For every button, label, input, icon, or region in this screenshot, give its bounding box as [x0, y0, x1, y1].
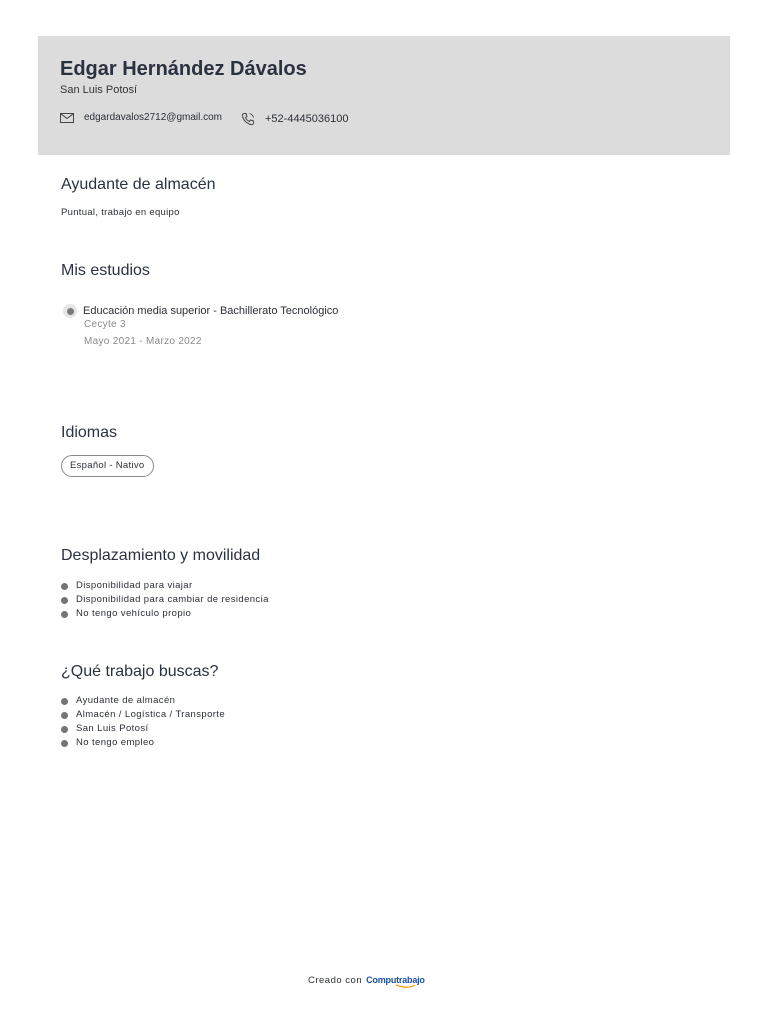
profile-summary: Puntual, trabajo en equipo [61, 207, 180, 218]
timeline-dot-icon [63, 304, 77, 318]
list-item: No tengo empleo [61, 736, 225, 750]
footer-created-with: Creado con [308, 975, 363, 986]
list-item: Ayudante de almacén [61, 694, 225, 708]
envelope-icon [60, 113, 74, 123]
education-school: Cecyte 3 [84, 319, 126, 330]
list-item: Disponibilidad para cambiar de residencia [61, 593, 269, 607]
header-panel [38, 36, 730, 155]
phone-contact[interactable] [241, 112, 349, 126]
email-text: edgardavalos2712@gmail.com [84, 112, 223, 123]
mobility-heading: Desplazamiento y movilidad [61, 547, 261, 564]
phone-text: +52-4445036100 [265, 113, 349, 125]
list-item: San Luis Potosí [61, 722, 225, 736]
phone-icon [241, 112, 255, 126]
list-item: No tengo vehículo propio [61, 607, 269, 621]
list-item: Disponibilidad para viajar [61, 579, 269, 593]
footer [308, 975, 425, 986]
mobility-list [61, 579, 269, 621]
email-contact[interactable] [60, 112, 222, 123]
education-degree: Educación media superior - Bachillerato Tecnológico [83, 305, 339, 317]
languages-heading: Idiomas [61, 424, 118, 441]
education-heading: Mis estudios [61, 262, 150, 279]
seeking-list [61, 694, 225, 750]
logo-swoosh-icon [366, 984, 416, 989]
candidate-name: Edgar Hernández Dávalos [60, 58, 307, 80]
list-item: Almacén / Logística / Transporte [61, 708, 225, 722]
language-chip: Español - Nativo [61, 455, 154, 477]
candidate-city: San Luis Potosí [60, 84, 138, 96]
profile-title: Ayudante de almacén [61, 176, 216, 193]
computrabajo-logo[interactable] [366, 975, 425, 985]
brand-text: Computrabajo [366, 975, 425, 985]
seeking-heading: ¿Qué trabajo buscas? [61, 663, 219, 680]
education-dates: Mayo 2021 - Marzo 2022 [84, 336, 202, 347]
